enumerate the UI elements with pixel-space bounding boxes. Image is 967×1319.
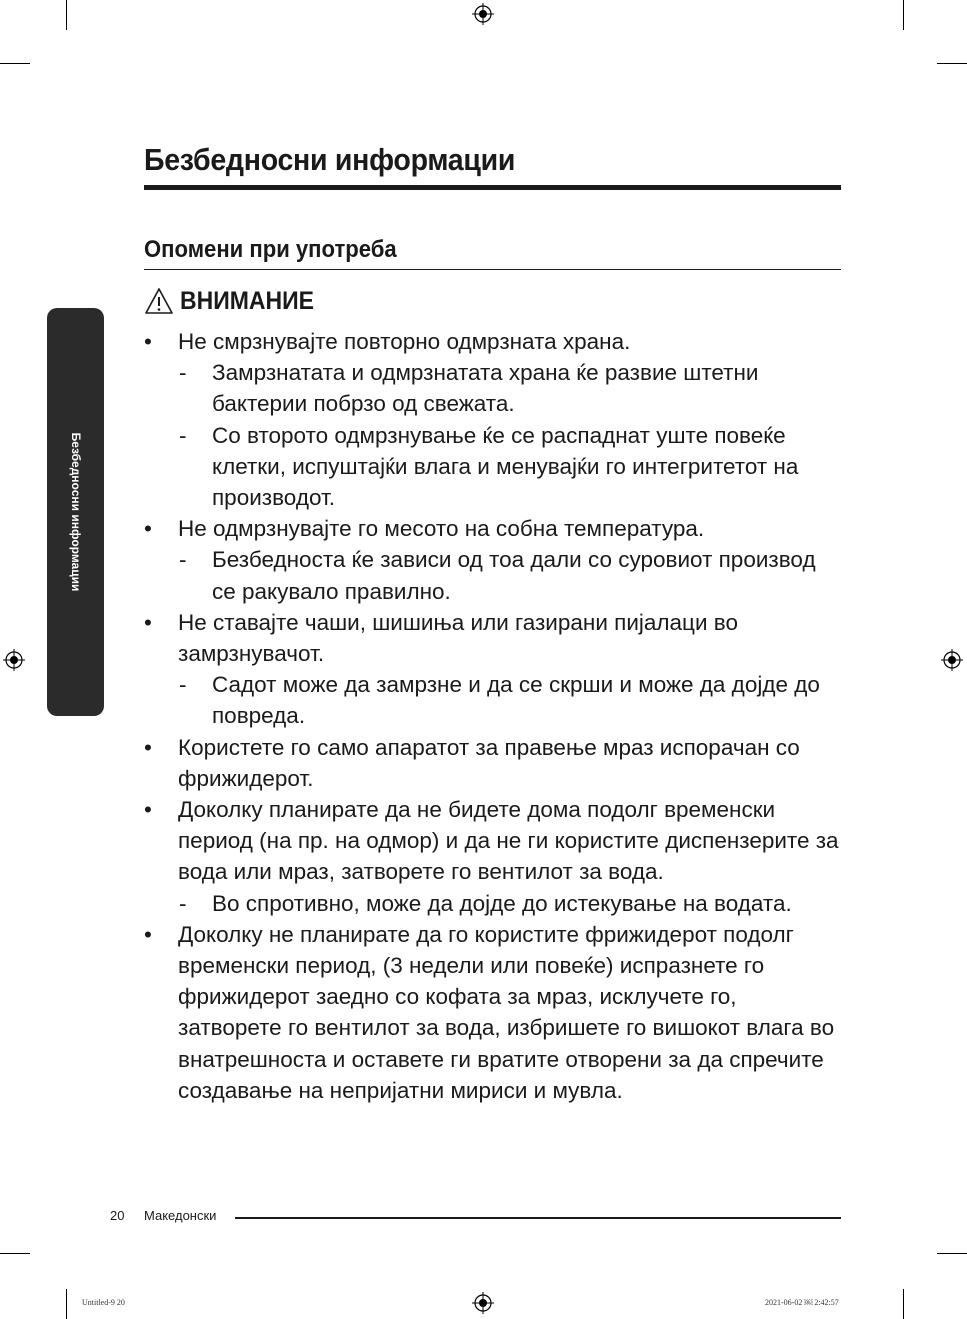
crop-mark — [66, 1289, 67, 1319]
registration-mark-icon — [3, 649, 25, 671]
list-item-text: Садот може да замрзне и да се скрши и може да дојде до повреда. — [212, 672, 820, 729]
list-sub-item — [144, 357, 844, 419]
list-sub-item — [144, 420, 844, 514]
title-divider — [144, 185, 841, 190]
list-sub-item — [144, 669, 844, 731]
crop-mark — [903, 0, 904, 30]
list-item-text: Доколку планирате да не бидете дома подолг временски период (на пр. на одмор) и да не ги користите диспензерите за вода или мраз, затворете го вентилот за вода. — [178, 797, 839, 885]
list-item-text: Користете го само апаратот за правење мраз испорачан со фрижидерот. — [178, 734, 800, 791]
bullet-marker: • — [144, 921, 152, 947]
dash-marker: - — [179, 547, 187, 573]
print-slug-left: Untitled-9 20 — [82, 1298, 125, 1307]
list-item-text: Доколку не планирате да го користите фрижидерот подолг временски период, (3 недели или повеќе) испразнете го фрижидерот заедно со кофата за мраз, исклучете го, затворете го вентилот за вода, избришете го вишокот влага во внатрешноста и оставете ги вратите отворени за да спречите создавање на непријатни мириси и мувла. — [178, 921, 835, 1103]
registration-mark-icon — [472, 3, 494, 25]
caution-list — [144, 326, 844, 1106]
list-item — [144, 513, 844, 544]
list-sub-item — [144, 888, 844, 919]
bullet-marker: • — [144, 734, 152, 760]
list-item — [144, 326, 844, 357]
dash-marker: - — [179, 890, 187, 916]
list-item — [144, 607, 844, 669]
section-title: Опомени при употреба — [144, 236, 397, 263]
warning-triangle-icon — [144, 287, 174, 315]
list-item-text: Во спротивно, може да дојде до истекување на водата. — [212, 890, 792, 916]
list-item — [144, 794, 844, 888]
crop-mark — [66, 0, 67, 30]
warning-label: ВНИМАНИЕ — [180, 286, 315, 315]
bullet-marker: • — [144, 609, 152, 635]
side-tab-label: Безбедносни информации — [68, 432, 83, 592]
list-item-text: Не смрзнувајте повторно одмрзната храна. — [178, 329, 631, 354]
list-item-text: Не ставајте чаши, шишиња или газирани пијалаци во замрзнувачот. — [178, 609, 738, 667]
crop-mark — [937, 63, 967, 64]
list-sub-item — [144, 544, 844, 606]
crop-mark — [903, 1289, 904, 1319]
page-title: Безбедносни информации — [144, 142, 516, 177]
crop-mark — [0, 1253, 30, 1254]
list-item-text: Безбедноста ќе зависи од тоа дали со суровиот производ се ракувало правилно. — [212, 547, 816, 604]
warning-heading — [144, 286, 326, 316]
list-item — [144, 732, 844, 794]
list-item-text: Не одмрзнувајте го месото на собна температура. — [178, 516, 705, 542]
registration-mark-icon — [472, 1292, 494, 1314]
list-item-text: Со второто одмрзнување ќе се распаднат уште повеќе клетки, испуштајќи влага и менувајќи го интегритетот на производот. — [212, 422, 799, 511]
print-slug-right: 2021-06-02 ￼ 2:42:57 — [765, 1298, 839, 1307]
crop-mark — [0, 63, 30, 64]
dash-marker: - — [179, 360, 187, 386]
crop-mark — [937, 1253, 967, 1254]
list-item-text: Замрзнатата и одмрзнатата храна ќе развие штетни бактерии побрзо од свежата. — [212, 360, 759, 417]
page-number: 20 — [110, 1208, 125, 1223]
list-item — [144, 919, 844, 1106]
dash-marker: - — [179, 422, 187, 448]
bullet-marker: • — [144, 516, 152, 542]
registration-mark-icon — [941, 649, 963, 671]
side-chapter-tab — [47, 308, 104, 716]
bullet-marker: • — [144, 797, 152, 823]
bullet-marker: • — [144, 329, 152, 354]
section-divider — [144, 269, 841, 270]
footer-language: Македонски — [144, 1208, 217, 1223]
footer-divider — [235, 1217, 841, 1219]
dash-marker: - — [179, 672, 187, 698]
